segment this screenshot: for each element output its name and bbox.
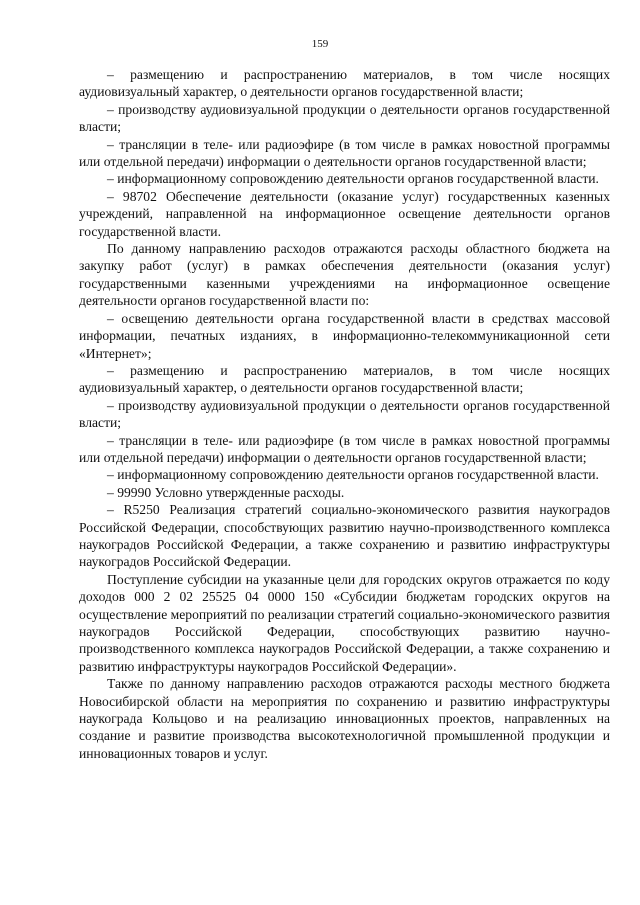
- paragraph: – R5250 Реализация стратегий социально-экономического развития наукоградов Российской Федерации, способствующих развитию научно-производственного комплекса наукоградов Российской Федерации, а также сохранению и развитию инфраструктуры наукоградов Российской Федерации.: [79, 502, 610, 570]
- paragraph: По данному направлению расходов отражаются расходы областного бюджета на закупку работ (услуг) в рамках обеспечения деятельности (оказания услуг) государственными казенными учреждениями на информационное освещение деятельности органов государственной власти по:: [79, 241, 610, 309]
- paragraph: – размещению и распространению материалов, в том числе носящих аудиовизуальный характер, о деятельности органов государственной власти;: [79, 362, 610, 396]
- paragraph: – трансляции в теле- или радиоэфире (в том числе в рамках новостной программы или отдельной передачи) информации о деятельности органов государственной власти;: [79, 432, 610, 465]
- paragraph: Также по данному направлению расходов отражаются расходы местного бюджета Новосибирской области на мероприятия по сохранению и развитию инфраструктуры наукограда Кольцово и на реализацию инновационных проектов, направленных на создание и развитие производства высокотехнологичной промышленной продукции и инновационных товаров и услуг.: [79, 676, 610, 761]
- paragraph: – производству аудиовизуальной продукции о деятельности органов государственной власти;: [79, 101, 610, 135]
- paragraph: – производству аудиовизуальной продукции о деятельности органов государственной власти;: [79, 397, 610, 431]
- paragraph: – трансляции в теле- или радиоэфире (в том числе в рамках новостной программы или отдельной передачи) информации о деятельности органов государственной власти;: [79, 136, 610, 170]
- page-number: 159: [311, 38, 329, 50]
- paragraph: Поступление субсидии на указанные цели для городских округов отражается по коду доходов 000 2 02 25525 04 0000 150 «Субсидии бюджетам городских округов на осуществление мероприятий по реализации стратегий социально-экономического развития наукоградов Российской Федерации, способствующих развитию научно-производственного комплекса наукоградов Российской Федерации, а также сохранению и развитию инфраструктуры наукоградов Российской Федерации».: [79, 571, 610, 674]
- paragraph: – 99990 Условно утвержденные расходы.: [107, 484, 345, 500]
- page-body: [79, 66, 610, 762]
- paragraph: – освещению деятельности органа государственной власти в средствах массовой информации, печатных изданиях, в информационно-телекоммуникационной сети «Интернет»;: [79, 310, 610, 361]
- paragraph: – размещению и распространению материалов, в том числе носящих аудиовизуальный характер, о деятельности органов государственной власти;: [79, 67, 610, 100]
- paragraph: – 98702 Обеспечение деятельности (оказание услуг) государственных казенных учреждений, направленной на информационное освещение деятельности органов государственной власти.: [79, 188, 610, 239]
- paragraph: – информационному сопровождению деятельности органов государственной власти.: [107, 467, 599, 483]
- paragraph: – информационному сопровождению деятельности органов государственной власти.: [107, 171, 599, 187]
